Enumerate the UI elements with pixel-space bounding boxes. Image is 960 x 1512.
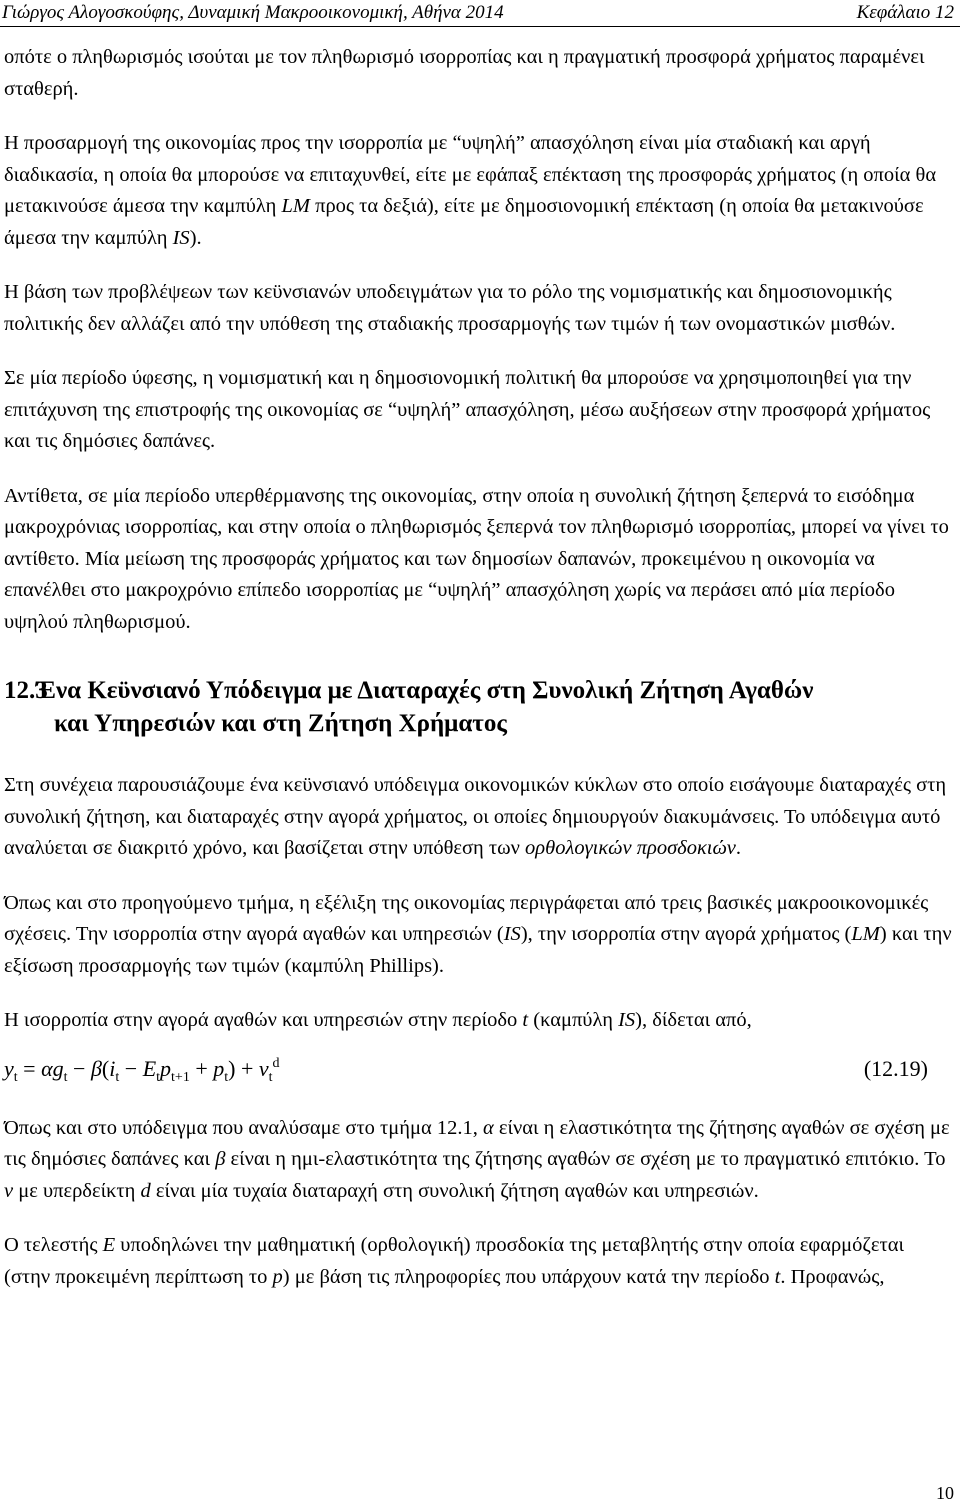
- lm-curve-ref: LM: [281, 195, 310, 217]
- header-chapter: Κεφάλαιο 12: [856, 2, 954, 23]
- equation-12-19: [4, 1049, 954, 1089]
- paragraph-relations: Όπως και στο προηγούμενο τμήμα, η εξέλιξη της οικονομίας περιγράφεται από τρεις βασικές μακροοικονομικές σχέσεις. Την ισορροπία στην αγορά αγαθών και υπηρεσιών (IS), την ισορροπία στην αγορά χρήματος (LM) και την εξίσωση προσαρμογής των τιμών (καμπύλη Phillips).: [4, 891, 952, 977]
- paragraph-elasticities: Όπως και στο υπόδειγμα που αναλύσαμε στο τμήμα 12.1, α είναι η ελαστικότητα της ζήτησης αγαθών σε σχέση με τις δημόσιες δαπάνες και β είναι η ημι-ελαστικότητα της ζήτησης αγαθών σε σχέση με το πραγματικό επιτόκιο. Το v με υπερδείκτη d είναι μία τυχαία διαταραχή στη συνολική ζήτηση αγαθών και υπηρεσιών.: [4, 1116, 950, 1202]
- paragraph-model-intro: Στη συνέχεια παρουσιάζουμε ένα κεϋνσιανό υπόδειγμα οικονομικών κύκλων στο οποίο εισάγουμε διαταραχές στη συνολική ζήτηση, και διαταραχές στην αγορά χρήματος, οι οποίες δημιουργούν διακυμάνσεις. Το υπόδειγμα αυτό αναλύεται σε διακριτό χρόνο, και βασίζεται στην υπόθεση των ορθολογικών προσδοκιών.: [4, 774, 947, 859]
- running-header: [0, 0, 960, 27]
- paragraph-predictions: Η βάση των προβλέψεων των κεϋνσιανών υποδειγμάτων για το ρόλο της νομισματικής και δημοσιονομικής πολιτικής δεν αλλάζει από την υπόθεση της σταδιακής προσαρμογής των τιμών ή των ονομαστικών μισθών.: [4, 281, 896, 335]
- paragraph-adjustment: Η προσαρμογή της οικονομίας προς την ισορροπία με “υψηλή” απασχόληση είναι μία σταδιακή και αργή διαδικασία, η οποία θα μπορούσε να επιταχυνθεί, είτε με εφάπαξ επέκταση της προσφοράς χρήματος (η οποία θα μετακινούσε άμεσα την καμπύλη LM προς τα δεξιά), είτε με δημοσιονομική επέκταση (η οποία θα μετακινούσε άμεσα την καμπύλη IS).: [4, 132, 937, 249]
- header-author-title: Γιώργος Αλογοσκούφης, Δυναμική Μακροοικονομική, Αθήνα 2014: [2, 2, 504, 23]
- paragraph-recession: Σε μία περίοδο ύφεσης, η νομισματική και η δημοσιονομική πολιτική θα μπορούσε να χρησιμοποιηθεί για την επιτάχυνση της επιστροφής της οικονομίας σε “υψηλή” απασχόληση, μέσω αυξήσεων στην προσφορά χρήματος και τις δημόσιες δαπάνες.: [4, 367, 931, 452]
- equation-body: $y_t = \alpha g_t - \beta(i_t - E_tp_{t+1} + p_t) + v_t^d$: [4, 1055, 280, 1085]
- paragraph-is-intro: Η ισορροπία στην αγορά αγαθών και υπηρεσιών στην περίοδο t (καμπύλη IS), δίδεται από,: [4, 1009, 752, 1031]
- section-title: Ένα Κεϋνσιανό Υπόδειγμα με Διαταραχές στη Συνολική Ζήτηση Αγαθών και Υπηρεσιών και στη Ζήτηση Χρήματος: [36, 677, 814, 737]
- rational-expectations: ορθολογικών προσδοκιών: [525, 837, 736, 859]
- equation-number: (12.19): [863, 1055, 928, 1081]
- page-body: [4, 42, 954, 1316]
- paragraph-overheating: Αντίθετα, σε μία περίοδο υπερθέρμανσης της οικονομίας, στην οποία η συνολική ζήτηση ξεπερνά το εισόδημα μακροχρόνιας ισορροπίας, και στην οποία ο πληθωρισμός ξεπερνά τον πληθωρισμό ισορροπίας, μπορεί να γίνει το αντίθετο. Μία μείωση της προσφοράς χρήματος και των δημοσίων δαπανών, προκειμένου η οικονομία να επανέλθει στο μακροχρόνιο επίπεδο ισορροπίας με “υψηλή” απασχόληση χωρίς να περάσει από μία περίοδο υψηλού πληθωρισμού.: [4, 484, 949, 633]
- paragraph-intro: οπότε ο πληθωρισμός ισούται με τον πληθωρισμό ισορροπίας και η πραγματική προσφορά χρήματος παραμένει σταθερή.: [4, 46, 925, 100]
- paragraph-operator: Ο τελεστής E υποδηλώνει την μαθηματική (ορθολογική) προσδοκία της μεταβλητής στην οποία εφαρμόζεται (στην προκειμένη περίπτωση το p) με βάση τις πληροφορίες που υπάρχουν κατά την περίοδο t. Προφανώς,: [4, 1234, 905, 1288]
- is-curve-ref: IS: [172, 226, 190, 249]
- page-number: 10: [936, 1483, 954, 1503]
- section-heading: [4, 674, 954, 740]
- section-number: 12.3: [4, 677, 48, 704]
